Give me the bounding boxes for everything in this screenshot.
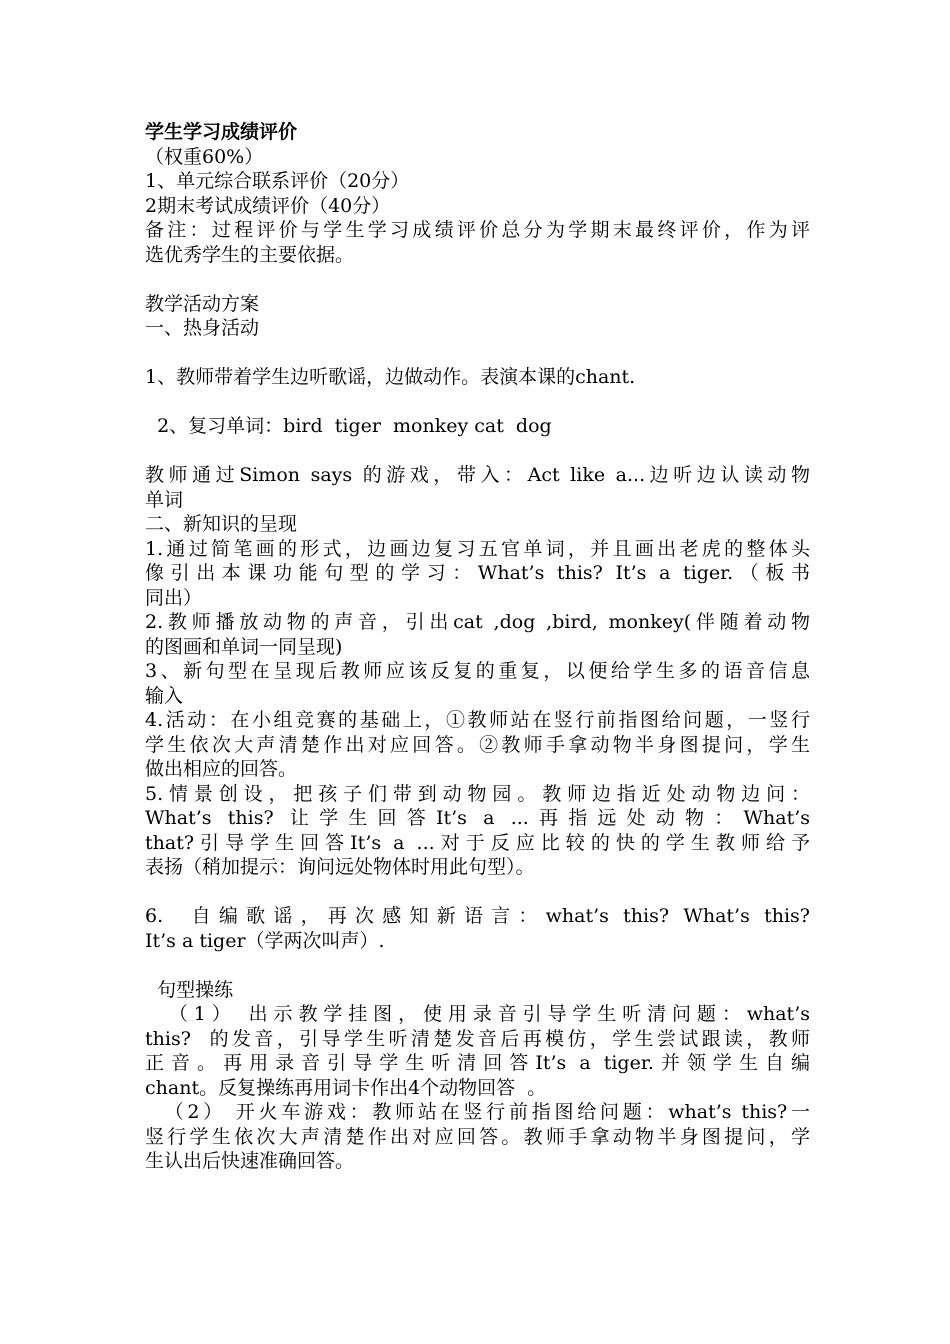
evaluation-item-1: 1、单元综合联系评价（20分） — [145, 170, 410, 192]
paragraph-1-line-1: 1.通过简笔画的形式，边画边复习五官单词，并且画出老虎的整体头 — [145, 537, 810, 560]
paragraph-5-line-2: What’s this? 让学生回答It’s a ...再指远处动物：What’s — [145, 807, 810, 829]
spacer — [145, 439, 810, 464]
paragraph-6-line-1: 6. 自编歌谣，再次感知新语言：what’s this? What’s this? — [145, 905, 810, 927]
paragraph-1-line-3: 同出） — [145, 586, 203, 609]
paragraph-2-line-1: 2.教师播放动物的声音，引出cat ,dog ,bird, monkey(伴随着动物 — [145, 611, 810, 633]
document-title: 学生学习成绩评价 — [145, 121, 298, 143]
plan-heading: 教学活动方案 — [145, 292, 260, 315]
drill-1-line-1: （1） 出示教学挂图，使用录音引导学生听清问题：what’s — [145, 1003, 810, 1025]
paragraph-4-line-3: 做出相应的回答。 — [145, 758, 298, 780]
paragraph-5-line-4: 表扬（稍加提示：询问远处物体时用此句型）。 — [145, 856, 535, 878]
paragraph-1-line-2: 像引出本课功能句型的学习：What’s this? It’s a tiger.（板书 — [145, 562, 810, 584]
paragraph-3-line-2: 输入 — [145, 684, 184, 707]
drill-2-line-1: （2） 开火车游戏：教师站在竖行前指图给问题：what’s this?一 — [145, 1101, 810, 1123]
spacer — [145, 390, 810, 415]
drill-1-line-4: chant。反复操练再用词卡作出4个动物回答 。 — [145, 1076, 547, 1099]
simon-game-line-2: 单词 — [145, 488, 184, 511]
paragraph-5-line-3: that?引导学生回答It’s a ...对于反应比较的快的学生教师给予 — [145, 831, 810, 854]
warmup-step-1: 1、教师带着学生边听歌谣，边做动作。表演本课的chant. — [145, 366, 636, 388]
section-heading-warmup: 一、热身活动 — [145, 317, 260, 339]
section-heading-new-knowledge: 二、新知识的呈现 — [145, 513, 298, 535]
drill-1-line-2: this? 的发音，引导学生听清楚发音后再模仿，学生尝试跟读，教师 — [145, 1027, 810, 1050]
spacer — [145, 341, 810, 366]
warmup-step-2: 2、复习单词：bird tiger monkey cat dog — [145, 415, 552, 437]
drill-heading: 句型操练 — [145, 978, 234, 1001]
document-body — [145, 120, 810, 1174]
paragraph-3-line-1: 3、新句型在呈现后教师应该反复的重复，以便给学生多的语音信息 — [145, 660, 810, 682]
weight-note: （权重60%） — [145, 145, 264, 168]
simon-game-line-1: 教师通过Simon says 的游戏，带入：Act like a...边听边认读动物 — [145, 464, 810, 486]
paragraph-2-line-2: 的图画和单词一同呈现) — [145, 635, 343, 658]
paragraph-4-line-2: 学生依次大声清楚作出对应回答。②教师手拿动物半身图提问，学生 — [145, 733, 810, 756]
spacer — [145, 267, 810, 292]
drill-2-line-2: 竖行学生依次大声清楚作出对应回答。教师手拿动物半身图提问，学 — [145, 1125, 810, 1148]
drill-1-line-3: 正音。再用录音引导学生听清回答It’s a tiger.并领学生自编 — [145, 1052, 810, 1074]
evaluation-item-2: 2期末考试成绩评价（40分） — [145, 194, 391, 217]
remark-line-1: 备注：过程评价与学生学习成绩评价总分为学期末最终评价，作为评 — [145, 219, 810, 241]
remark-line-2: 选优秀学生的主要依据。 — [145, 243, 355, 266]
paragraph-6-line-2: It’s a tiger（学两次叫声）. — [145, 929, 385, 952]
paragraph-5-line-1: 5.情景创设，把孩子们带到动物园。教师边指近处动物边问： — [145, 782, 810, 805]
paragraph-4-line-1: 4.活动：在小组竞赛的基础上，①教师站在竖行前指图给问题，一竖行 — [145, 709, 810, 731]
spacer — [145, 880, 810, 905]
spacer — [145, 953, 810, 978]
drill-2-line-3: 生认出后快速准确回答。 — [145, 1150, 355, 1172]
